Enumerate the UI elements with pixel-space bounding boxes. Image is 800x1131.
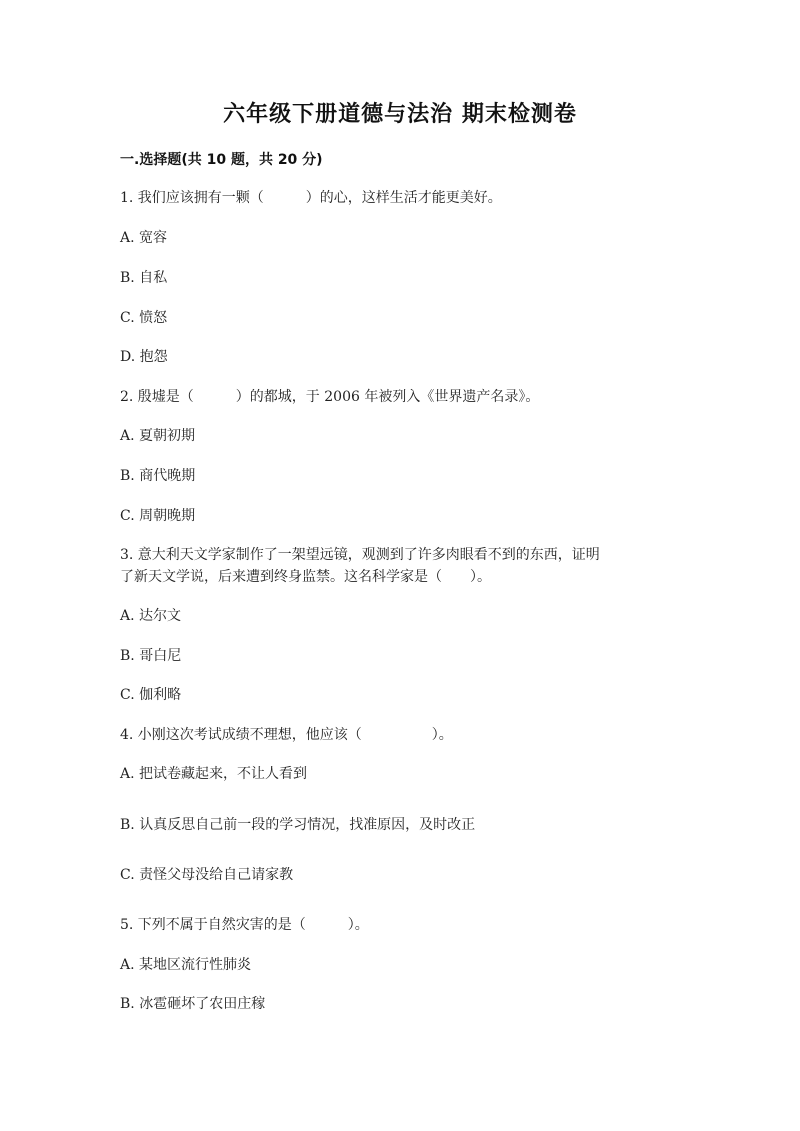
question-2-option-a: A. 夏朝初期	[120, 428, 196, 444]
question-1-option-a: A. 宽容	[120, 230, 168, 246]
question-3-stem-line-2: 了新天文学说，后来遭到终身监禁。这名科学家是（ ）。	[120, 569, 491, 585]
question-5-option-b: B. 冰雹砸坏了农田庄稼	[120, 996, 266, 1012]
question-5-option-a: A. 某地区流行性肺炎	[120, 957, 252, 973]
question-3-stem-line-1: 3. 意大利天文学家制作了一架望远镜，观测到了许多肉眼看不到的东西，证明	[120, 547, 600, 563]
question-2-stem: 2. 殷墟是（ ）的都城，于 2006 年被列入《世界遗产名录》。	[120, 389, 540, 405]
question-3-option-b: B. 哥白尼	[120, 648, 182, 664]
question-2-option-c: C. 周朝晚期	[120, 508, 196, 524]
question-1-option-c: C. 愤怒	[120, 310, 168, 326]
question-4-option-a: A. 把试卷藏起来，不让人看到	[120, 766, 308, 782]
question-3-option-a: A. 达尔文	[120, 608, 182, 624]
page-title: 六年级下册道德与法治 期末检测卷	[223, 102, 577, 127]
question-4-stem: 4. 小刚这次考试成绩不理想，他应该（ ）。	[120, 727, 453, 743]
question-4-option-c: C. 责怪父母没给自己请家教	[120, 867, 294, 883]
question-1-option-d: D. 抱怨	[120, 349, 168, 365]
question-2-option-b: B. 商代晚期	[120, 468, 196, 484]
question-4-option-b: B. 认真反思自己前一段的学习情况，找准原因，及时改正	[120, 817, 476, 833]
question-1-stem: 1. 我们应该拥有一颗（ ）的心，这样生活才能更美好。	[120, 190, 502, 206]
section-heading: 一.选择题(共 10 题，共 20 分)	[120, 152, 323, 168]
question-5-stem: 5. 下列不属于自然灾害的是（ ）。	[120, 917, 369, 933]
question-3-option-c: C. 伽利略	[120, 687, 182, 703]
question-1-option-b: B. 自私	[120, 270, 168, 286]
